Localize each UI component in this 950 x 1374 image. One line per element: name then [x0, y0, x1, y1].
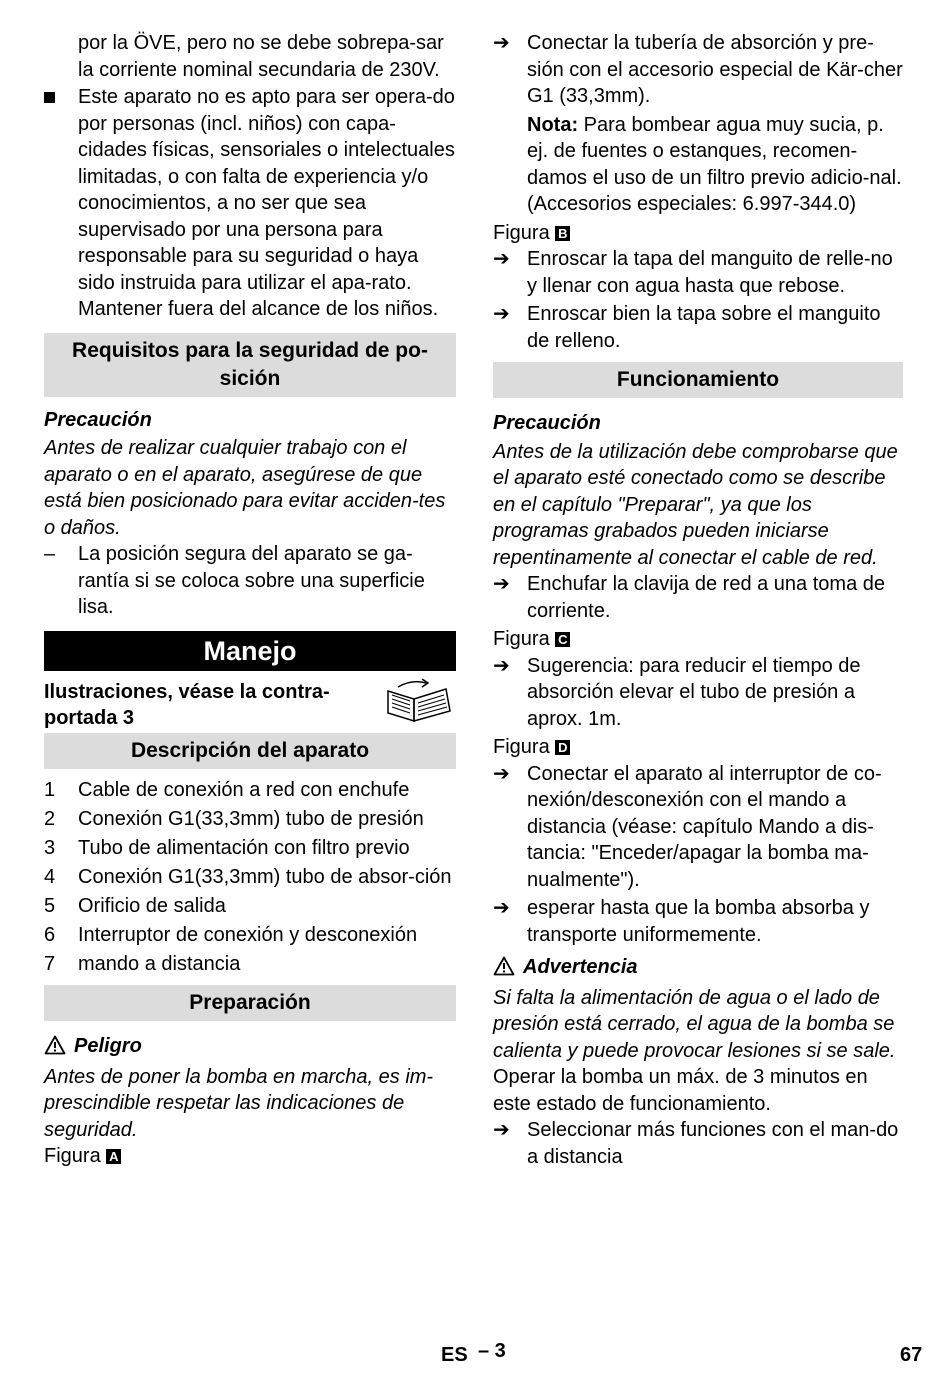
arrow-right-icon: ➔ — [493, 762, 510, 785]
dash-marker: – — [44, 543, 56, 565]
danger-title-text: Peligro — [74, 1035, 142, 1057]
list-item-number: 7 — [44, 952, 56, 975]
section-heading-preparation-text: Preparación — [189, 991, 311, 1014]
list-item — [44, 777, 456, 804]
bullet-text: Este aparato no es apto para ser opera-do por personas (incl. niños) con capa-cidades físicas, sensoriales o intelectuales limitadas, o con falta de experiencia y/o conocimientos, a no ser que sea supervisado por una persona para responsable para su seguridad o haya sido instruida para utilizar el apa-rato. Mantener fuera del alcance de los niños. — [78, 86, 455, 320]
list-item-text: Conexión G1(33,3mm) tubo de absor-ción — [78, 865, 452, 888]
list-item — [44, 893, 456, 920]
open-book-icon — [384, 677, 454, 725]
figure-d-ref — [493, 734, 903, 761]
list-item-text: Cable de conexión a red con enchufe — [78, 778, 410, 801]
arrow-right-icon: ➔ — [493, 654, 510, 677]
figure-b-label: Figura — [493, 221, 550, 244]
step-item — [493, 246, 903, 299]
section-heading-description-text: Descripción del aparato — [130, 738, 370, 762]
step-item — [493, 653, 903, 733]
caution-text: Antes de la utilización debe comprobarse que el aparato esté conectado como se describe en el capítulo "Preparar", ya que los programas grabados pueden iniciarse repentinamente al conectar el cable de red. — [493, 440, 898, 569]
caution-title: Precaución — [493, 412, 601, 434]
figure-c-label: Figura — [493, 628, 550, 650]
danger-title — [44, 1033, 456, 1060]
step-text: Enroscar la tapa del manguito de relle-no y llenar con agua hasta que rebose. — [527, 248, 893, 297]
arrow-right-icon: ➔ — [493, 32, 510, 54]
figure-c-letter: C — [555, 632, 570, 647]
list-item-text: Conexión G1(33,3mm) tubo de presión — [78, 807, 424, 830]
illustrations-note-text: Ilustraciones, véase la contra-portada 3 — [44, 680, 330, 729]
list-item-text: Tubo de alimentación con filtro previo — [78, 836, 410, 859]
list-item — [44, 806, 456, 833]
step-item — [493, 895, 903, 948]
step-item — [493, 1117, 903, 1170]
parts-list — [44, 777, 456, 978]
chapter-heading-manejo — [44, 631, 456, 671]
step-item — [493, 301, 903, 354]
figure-c-ref — [493, 626, 903, 653]
list-item-number: 5 — [44, 894, 56, 917]
caution-text: Antes de realizar cualquier trabajo con el aparato o en el aparato, asegúrese de que está bien posicionado para evitar acciden-tes o daños. — [44, 437, 446, 539]
list-item-number: 2 — [44, 807, 56, 830]
warning-triangle-icon — [44, 1035, 66, 1055]
step-item — [493, 571, 903, 624]
list-item-number: 1 — [44, 778, 56, 801]
section-heading-operation-text: Funcionamiento — [616, 368, 780, 391]
list-item — [44, 835, 456, 862]
list-item — [44, 864, 456, 891]
arrow-right-icon: ➔ — [493, 248, 510, 270]
illustrations-note — [44, 679, 456, 729]
step-item — [493, 761, 903, 894]
step-text: Conectar la tubería de absorción y pre-sión con el accesorio especial de Kär-cher G1 (33,3mm). — [527, 32, 903, 107]
left-column — [44, 30, 456, 1170]
list-item — [44, 951, 456, 978]
list-item — [44, 922, 456, 949]
dash-item — [44, 541, 456, 621]
page-number-text: 67 — [900, 1344, 923, 1366]
step-text: esperar hasta que la bomba absorba y transporte uniformemente. — [527, 897, 870, 946]
chapter-heading-manejo-text: Manejo — [203, 635, 297, 666]
bullet-item — [44, 84, 456, 323]
note-label: Nota: — [527, 113, 579, 136]
caution-title: Precaución — [44, 408, 152, 431]
warning-title-text: Advertencia — [523, 956, 638, 978]
footer-language — [441, 1344, 468, 1367]
figure-d-letter: D — [555, 740, 570, 755]
figure-a-letter: A — [106, 1149, 121, 1164]
warning-text: Si falta la alimentación de agua o el lado de presión está cerrado, el agua de la bomba se calienta y puede provocar lesiones si se sale. — [493, 986, 896, 1062]
warning-triangle-icon — [493, 956, 515, 976]
section-heading-preparation — [44, 985, 456, 1021]
step-text: Enchufar la clavija de red a una toma de corriente. — [527, 573, 885, 622]
right-column — [493, 30, 903, 1170]
list-item-number: 6 — [44, 923, 56, 946]
section-heading-description — [44, 733, 456, 769]
arrow-right-icon: ➔ — [493, 573, 510, 595]
step-text: Conectar el aparato al interruptor de co-nexión/desconexión con el mando a distancia (véase: capítulo Mando a dis-tancia: "Enceder/apagar la bomba ma-nualmente"). — [527, 762, 882, 891]
intro-text: por la ÖVE, pero no se debe sobrepa-sar la corriente nominal secundaria de 230V. — [78, 32, 444, 81]
section-heading-operation — [493, 362, 903, 398]
warning-title — [493, 954, 903, 981]
arrow-right-icon: ➔ — [493, 897, 510, 919]
square-bullet-icon — [44, 84, 55, 111]
section-heading-safety — [44, 333, 456, 397]
operate-text: Operar la bomba un máx. de 3 minutos en este estado de funcionamiento. — [493, 1066, 868, 1115]
footer-section-page — [478, 1340, 506, 1363]
arrow-right-icon: ➔ — [493, 1119, 510, 1141]
page-number — [900, 1344, 922, 1367]
figure-a-label: Figura — [44, 1145, 101, 1167]
section-heading-safety-text: Requisitos para la seguridad de po-sición — [72, 338, 428, 390]
danger-text: Antes de poner la bomba en marcha, es im-prescindible respetar las indicaciones de seguridad. — [44, 1065, 434, 1141]
note — [493, 112, 903, 218]
figure-b-letter: B — [555, 226, 570, 241]
list-item-text: mando a distancia — [78, 952, 241, 975]
step-text: Sugerencia: para reducir el tiempo de absorción elevar el tubo de presión a aprox. 1m. — [527, 654, 861, 730]
arrow-right-icon: ➔ — [493, 303, 510, 325]
footer-section-page-text: – 3 — [478, 1340, 506, 1362]
step-item — [493, 30, 903, 110]
list-item-number: 3 — [44, 836, 56, 859]
figure-d-label: Figura — [493, 736, 550, 758]
list-item-text: Orificio de salida — [78, 894, 226, 917]
step-text: Seleccionar más funciones con el man-do a distancia — [527, 1119, 899, 1168]
note-text: Para bombear agua muy sucia, p. ej. de fuentes o estanques, recomen-damos el uso de un filtro previo adicio-nal. (Accesorios especiales: 6.997-344.0) — [527, 113, 902, 215]
step-text: Enroscar bien la tapa sobre el manguito de relleno. — [527, 303, 881, 352]
list-item-text: Interruptor de conexión y desconexión — [78, 923, 418, 946]
dash-item-text: La posición segura del aparato se ga-rantía si se coloca sobre una superficie lisa. — [78, 543, 425, 618]
figure-b-ref — [493, 220, 903, 247]
footer-language-code: ES — [441, 1344, 468, 1366]
figure-a-ref — [44, 1143, 456, 1170]
list-item-number: 4 — [44, 865, 56, 888]
